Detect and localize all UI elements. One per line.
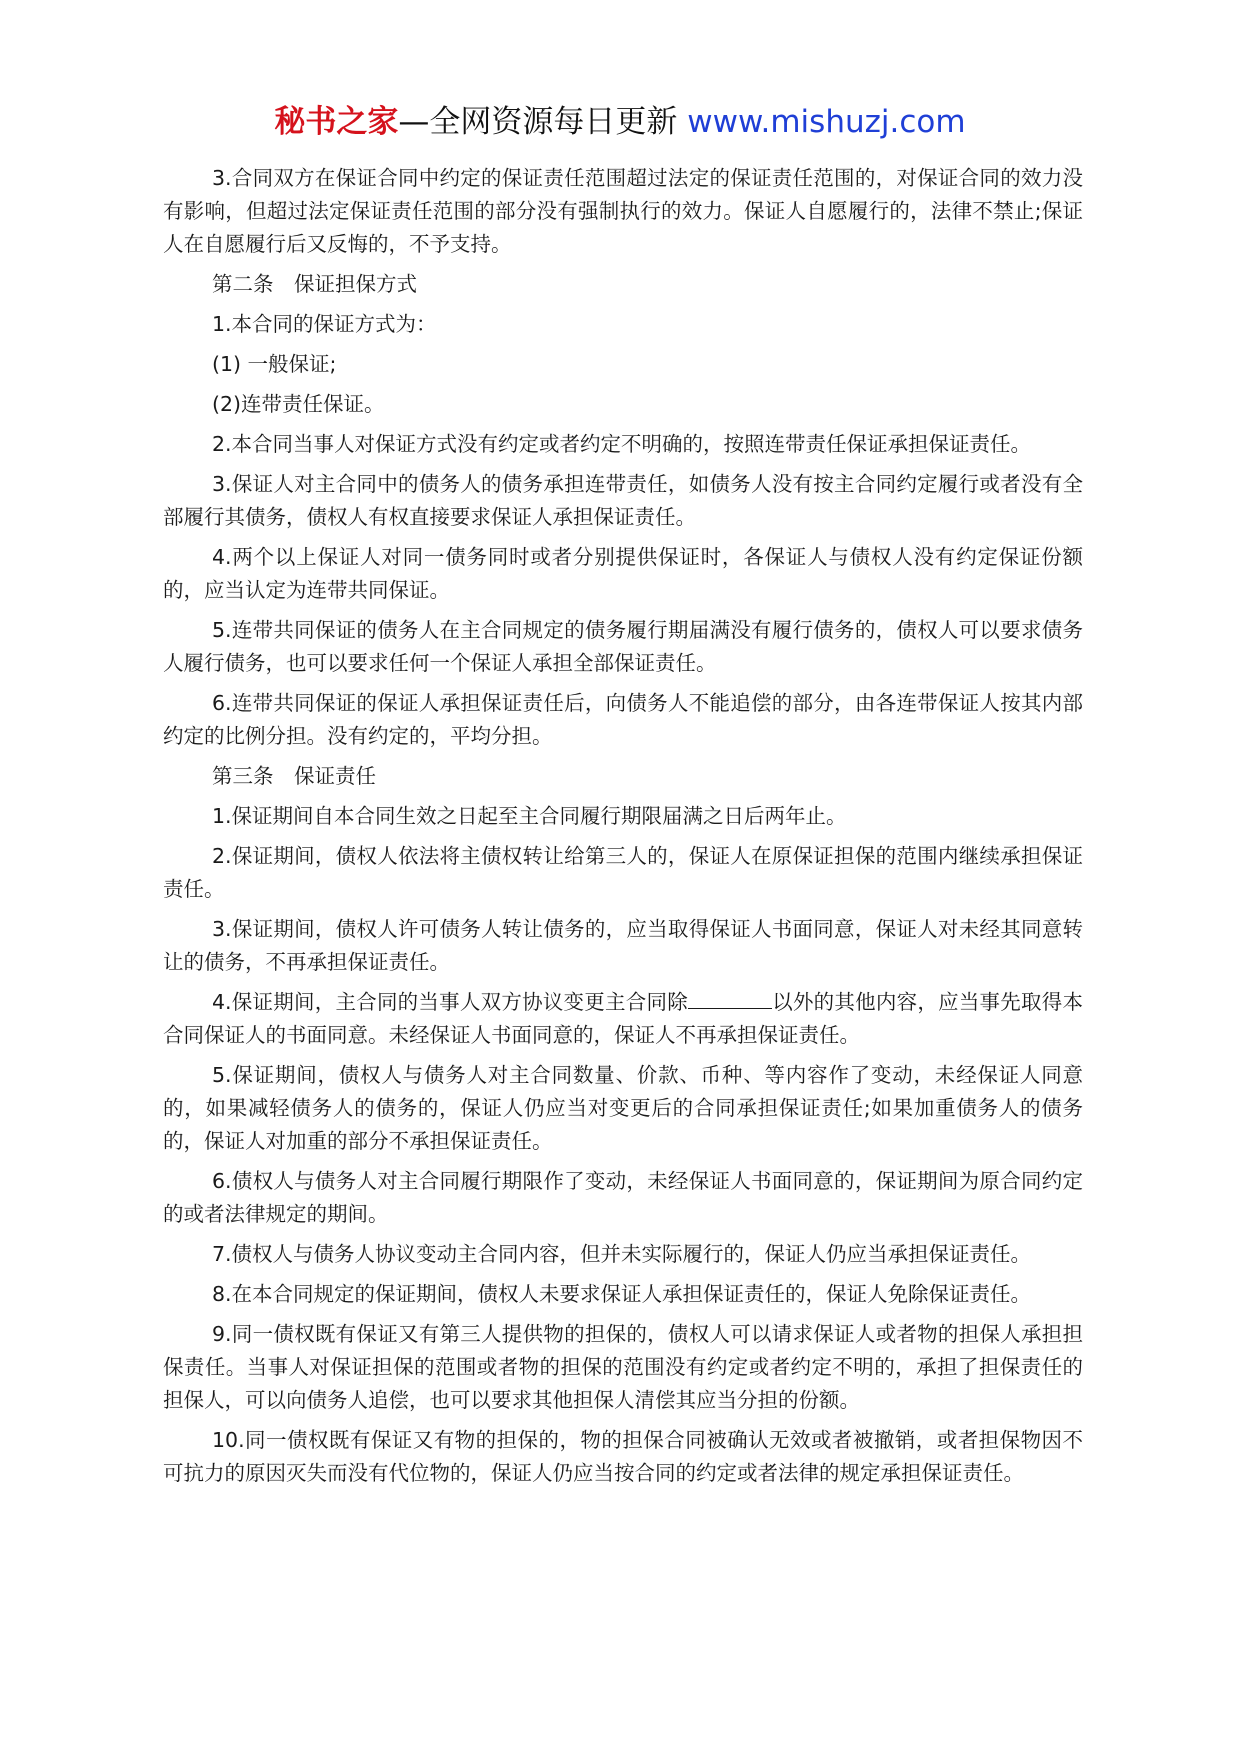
clause-2-5: 5.连带共同保证的债务人在主合同规定的债务履行期届满没有履行债务的，债权人可以要求债务人履行债务，也可以要求任何一个保证人承担全部保证责任。 <box>163 618 1083 675</box>
clause-2-4: 4.两个以上保证人对同一债务同时或者分别提供保证时，各保证人与债权人没有约定保证份额的，应当认定为连带共同保证。 <box>163 545 1083 602</box>
clause-2-2: 2.本合同当事人对保证方式没有约定或者约定不明确的，按照连带责任保证承担保证责任。 <box>212 432 1032 456</box>
clause-3-7: 7.债权人与债务人协议变动主合同内容，但并未实际履行的，保证人仍应当承担保证责任。 <box>212 1242 1032 1266</box>
site-url-link[interactable]: www.mishuzj.com <box>687 104 966 140</box>
document-body <box>163 162 1083 1497</box>
clause-2-1: 1.本合同的保证方式为： <box>212 312 437 336</box>
clause-3-10: 10.同一债权既有保证又有物的担保的，物的担保合同被确认无效或者被撤销，或者担保物因不可抗力的原因灭失而没有代位物的，保证人仍应当按合同的约定或者法律的规定承担保证责任。 <box>163 1428 1083 1485</box>
clause-3-4-before: 4.保证期间，主合同的当事人双方协议变更主合同除 <box>212 990 688 1014</box>
clause-3-4 <box>163 986 1083 1052</box>
clause-3-4-after: 以外的其他内容，应当事先取得本合同保证人的书面同意。未经保证人书面同意的，保证人不再承担保证责任。 <box>163 990 1083 1047</box>
site-header <box>0 100 1240 144</box>
clause-3-8: 8.在本合同规定的保证期间，债权人未要求保证人承担保证责任的，保证人免除保证责任。 <box>212 1282 1032 1306</box>
clause-3-6: 6.债权人与债务人对主合同履行期限作了变动，未经保证人书面同意的，保证期间为原合同约定的或者法律规定的期间。 <box>163 1169 1083 1226</box>
article-2-heading: 第二条 保证担保方式 <box>212 272 417 296</box>
clause-3-2: 2.保证期间，债权人依法将主债权转让给第三人的，保证人在原保证担保的范围内继续承担保证责任。 <box>163 844 1083 901</box>
clause-2-3: 3.保证人对主合同中的债务人的债务承担连带责任，如债务人没有按主合同约定履行或者没有全部履行其债务，债权人有权直接要求保证人承担保证责任。 <box>163 472 1083 529</box>
clause-2-1-option-1: (1) 一般保证; <box>212 352 337 376</box>
clause-3-9: 9.同一债权既有保证又有第三人提供物的担保的，债权人可以请求保证人或者物的担保人承担担保责任。当事人对保证担保的范围或者物的担保的范围没有约定或者约定不明的，承担了担保责任的担保人，可以向债务人追偿，也可以要求其他担保人清偿其应当分担的份额。 <box>163 1322 1083 1412</box>
clause-2-1-option-2: (2)连带责任保证。 <box>212 392 385 416</box>
site-brand: 秘书之家 <box>274 104 399 140</box>
clause-3-5: 5.保证期间，债权人与债务人对主合同数量、价款、币种、等内容作了变动，未经保证人同意的，如果减轻债务人的债务的，保证人仍应当对变更后的合同承担保证责任;如果加重债务人的债务的，保证人对加重的部分不承担保证责任。 <box>163 1063 1083 1153</box>
clause-3-1: 1.保证期间自本合同生效之日起至主合同履行期限届满之日后两年止。 <box>212 804 847 828</box>
clause-2-6: 6.连带共同保证的保证人承担保证责任后，向债务人不能追偿的部分，由各连带保证人按其内部约定的比例分担。没有约定的，平均分担。 <box>163 691 1083 748</box>
site-slogan: —全网资源每日更新 <box>398 104 688 140</box>
article-3-heading: 第三条 保证责任 <box>212 764 376 788</box>
fill-in-blank <box>688 986 772 1009</box>
clause-3-3: 3.保证期间，债权人许可债务人转让债务的，应当取得保证人书面同意，保证人对未经其同意转让的债务，不再承担保证责任。 <box>163 917 1083 974</box>
clause-1-3: 3.合同双方在保证合同中约定的保证责任范围超过法定的保证责任范围的，对保证合同的效力没有影响，但超过法定保证责任范围的部分没有强制执行的效力。保证人自愿履行的，法律不禁止;保证人在自愿履行后又反悔的，不予支持。 <box>163 166 1083 256</box>
